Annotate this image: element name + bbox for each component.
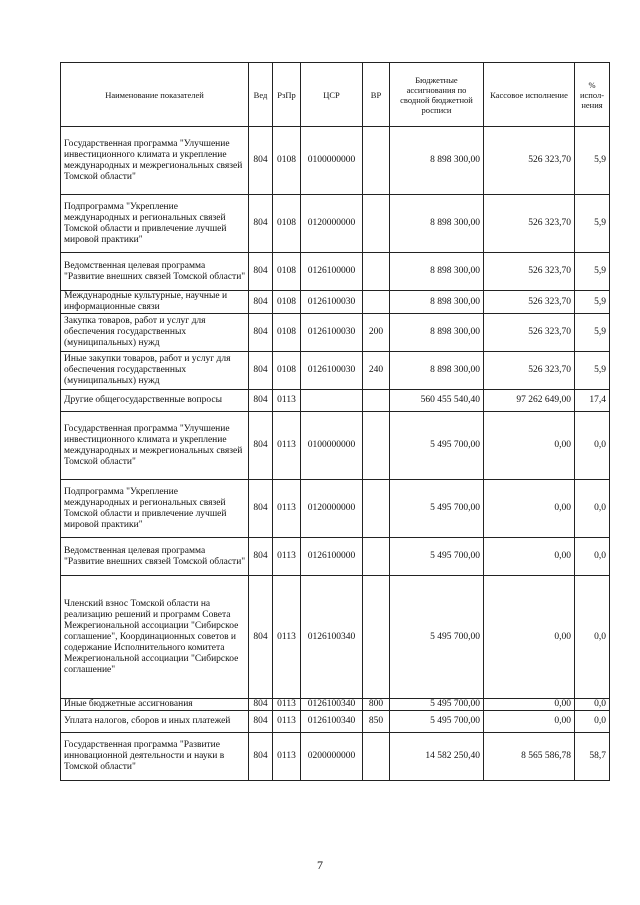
cell-csr: 0120000000 xyxy=(301,480,363,538)
cell-rzpr: 0108 xyxy=(273,195,301,253)
cell-budget: 8 898 300,00 xyxy=(390,352,484,390)
table-row xyxy=(61,480,610,538)
cell-name: Государственная программа "Улучшение инвестиционного климата и укрепление международных и межрегиональных связей Томской области" xyxy=(61,127,249,195)
cell-csr: 0126100030 xyxy=(301,352,363,390)
table-row xyxy=(61,314,610,352)
table-body xyxy=(61,127,610,781)
cell-budget: 8 898 300,00 xyxy=(390,291,484,314)
cell-ved: 804 xyxy=(249,127,273,195)
cell-cash: 0,00 xyxy=(484,538,575,576)
cell-budget: 5 495 700,00 xyxy=(390,538,484,576)
cell-pct: 0,0 xyxy=(575,699,610,711)
cell-vr xyxy=(363,412,390,480)
cell-ved: 804 xyxy=(249,195,273,253)
cell-name: Иные закупки товаров, работ и услуг для обеспечения государственных (муниципальных) нужд xyxy=(61,352,249,390)
cell-cash: 0,00 xyxy=(484,699,575,711)
cell-csr xyxy=(301,390,363,412)
table-row xyxy=(61,291,610,314)
cell-cash: 0,00 xyxy=(484,480,575,538)
cell-csr: 0126100030 xyxy=(301,291,363,314)
header-pct: % испол- нения xyxy=(575,63,610,127)
cell-vr: 240 xyxy=(363,352,390,390)
cell-vr xyxy=(363,576,390,699)
cell-name: Государственная программа "Развитие инновационной деятельности и науки в Томской области" xyxy=(61,733,249,781)
cell-budget: 8 898 300,00 xyxy=(390,195,484,253)
cell-name: Иные бюджетные ассигнования xyxy=(61,699,249,711)
cell-name: Подпрограмма "Укрепление международных и региональных связей Томской области и привлечение лучшей мировой практики" xyxy=(61,195,249,253)
cell-cash: 526 323,70 xyxy=(484,127,575,195)
header-name: Наименование показателей xyxy=(61,63,249,127)
table-row xyxy=(61,412,610,480)
cell-ved: 804 xyxy=(249,291,273,314)
cell-name: Членский взнос Томской области на реализацию решений и программ Совета Межрегиональной ассоциации "Сибирское соглашение", Координационных советов и содержание Исполнительного комитета Межрегиональной ассоциации "Сибирское соглашение" xyxy=(61,576,249,699)
cell-csr: 0126100000 xyxy=(301,253,363,291)
cell-cash: 526 323,70 xyxy=(484,352,575,390)
cell-csr: 0126100030 xyxy=(301,314,363,352)
cell-vr xyxy=(363,390,390,412)
cell-vr xyxy=(363,291,390,314)
header-ved: Вед xyxy=(249,63,273,127)
cell-rzpr: 0113 xyxy=(273,538,301,576)
cell-budget: 5 495 700,00 xyxy=(390,711,484,733)
cell-pct: 0,0 xyxy=(575,576,610,699)
table-row xyxy=(61,699,610,711)
cell-pct: 0,0 xyxy=(575,412,610,480)
cell-cash: 526 323,70 xyxy=(484,195,575,253)
table-row xyxy=(61,576,610,699)
cell-vr: 800 xyxy=(363,699,390,711)
cell-budget: 8 898 300,00 xyxy=(390,314,484,352)
cell-csr: 0100000000 xyxy=(301,127,363,195)
cell-pct: 5,9 xyxy=(575,127,610,195)
cell-name: Ведомственная целевая программа "Развитие внешних связей Томской области" xyxy=(61,253,249,291)
cell-rzpr: 0108 xyxy=(273,291,301,314)
cell-budget: 5 495 700,00 xyxy=(390,576,484,699)
cell-name: Другие общегосударственные вопросы xyxy=(61,390,249,412)
budget-table xyxy=(60,62,610,781)
cell-rzpr: 0113 xyxy=(273,733,301,781)
cell-name: Уплата налогов, сборов и иных платежей xyxy=(61,711,249,733)
header-row xyxy=(61,63,610,127)
table-row xyxy=(61,352,610,390)
cell-csr: 0120000000 xyxy=(301,195,363,253)
cell-csr: 0126100340 xyxy=(301,576,363,699)
cell-name: Государственная программа "Улучшение инвестиционного климата и укрепление международных и межрегиональных связей Томской области" xyxy=(61,412,249,480)
cell-rzpr: 0113 xyxy=(273,711,301,733)
cell-csr: 0200000000 xyxy=(301,733,363,781)
cell-pct: 5,9 xyxy=(575,291,610,314)
cell-rzpr: 0113 xyxy=(273,576,301,699)
cell-vr: 200 xyxy=(363,314,390,352)
cell-rzpr: 0113 xyxy=(273,390,301,412)
cell-rzpr: 0113 xyxy=(273,480,301,538)
cell-ved: 804 xyxy=(249,253,273,291)
cell-csr: 0126100340 xyxy=(301,711,363,733)
cell-ved: 804 xyxy=(249,314,273,352)
cell-vr xyxy=(363,733,390,781)
cell-rzpr: 0108 xyxy=(273,253,301,291)
cell-cash: 0,00 xyxy=(484,412,575,480)
cell-name: Международные культурные, научные и информационные связи xyxy=(61,291,249,314)
cell-budget: 5 495 700,00 xyxy=(390,480,484,538)
cell-cash: 526 323,70 xyxy=(484,291,575,314)
cell-pct: 0,0 xyxy=(575,480,610,538)
header-vr: ВР xyxy=(363,63,390,127)
cell-budget: 5 495 700,00 xyxy=(390,699,484,711)
header-cash: Кассовое исполнение xyxy=(484,63,575,127)
cell-rzpr: 0113 xyxy=(273,412,301,480)
table-row xyxy=(61,127,610,195)
cell-pct: 5,9 xyxy=(575,352,610,390)
cell-pct: 5,9 xyxy=(575,253,610,291)
cell-cash: 526 323,70 xyxy=(484,253,575,291)
cell-budget: 14 582 250,40 xyxy=(390,733,484,781)
cell-ved: 804 xyxy=(249,538,273,576)
cell-pct: 0,0 xyxy=(575,538,610,576)
cell-vr xyxy=(363,195,390,253)
cell-pct: 0,0 xyxy=(575,711,610,733)
cell-budget: 560 455 540,40 xyxy=(390,390,484,412)
table-row xyxy=(61,733,610,781)
cell-pct: 58,7 xyxy=(575,733,610,781)
cell-rzpr: 0108 xyxy=(273,352,301,390)
cell-ved: 804 xyxy=(249,390,273,412)
cell-csr: 0126100000 xyxy=(301,538,363,576)
cell-pct: 5,9 xyxy=(575,195,610,253)
cell-cash: 526 323,70 xyxy=(484,314,575,352)
cell-cash: 0,00 xyxy=(484,711,575,733)
table-row xyxy=(61,390,610,412)
table-row xyxy=(61,711,610,733)
cell-budget: 8 898 300,00 xyxy=(390,253,484,291)
cell-ved: 804 xyxy=(249,733,273,781)
header-rzpr: РзПр xyxy=(273,63,301,127)
cell-vr xyxy=(363,480,390,538)
cell-cash: 0,00 xyxy=(484,576,575,699)
cell-csr: 0126100340 xyxy=(301,699,363,711)
table-row xyxy=(61,195,610,253)
table-row xyxy=(61,253,610,291)
cell-ved: 804 xyxy=(249,352,273,390)
cell-vr xyxy=(363,253,390,291)
cell-ved: 804 xyxy=(249,480,273,538)
cell-ved: 804 xyxy=(249,711,273,733)
cell-ved: 804 xyxy=(249,576,273,699)
cell-rzpr: 0113 xyxy=(273,699,301,711)
header-budget: Бюджетные ассигнования по сводной бюджетной росписи xyxy=(390,63,484,127)
cell-csr: 0100000000 xyxy=(301,412,363,480)
cell-name: Закупка товаров, работ и услуг для обеспечения государственных (муниципальных) нужд xyxy=(61,314,249,352)
cell-pct: 17,4 xyxy=(575,390,610,412)
cell-name: Ведомственная целевая программа "Развитие внешних связей Томской области" xyxy=(61,538,249,576)
cell-vr xyxy=(363,127,390,195)
cell-budget: 8 898 300,00 xyxy=(390,127,484,195)
cell-vr: 850 xyxy=(363,711,390,733)
page-number: 7 xyxy=(317,858,323,872)
cell-ved: 804 xyxy=(249,699,273,711)
cell-cash: 8 565 586,78 xyxy=(484,733,575,781)
cell-budget: 5 495 700,00 xyxy=(390,412,484,480)
cell-name: Подпрограмма "Укрепление международных и региональных связей Томской области и привлечение лучшей мировой практики" xyxy=(61,480,249,538)
cell-rzpr: 0108 xyxy=(273,127,301,195)
header-csr: ЦСР xyxy=(301,63,363,127)
cell-rzpr: 0108 xyxy=(273,314,301,352)
cell-vr xyxy=(363,538,390,576)
cell-pct: 5,9 xyxy=(575,314,610,352)
table-row xyxy=(61,538,610,576)
cell-cash: 97 262 649,00 xyxy=(484,390,575,412)
cell-ved: 804 xyxy=(249,412,273,480)
